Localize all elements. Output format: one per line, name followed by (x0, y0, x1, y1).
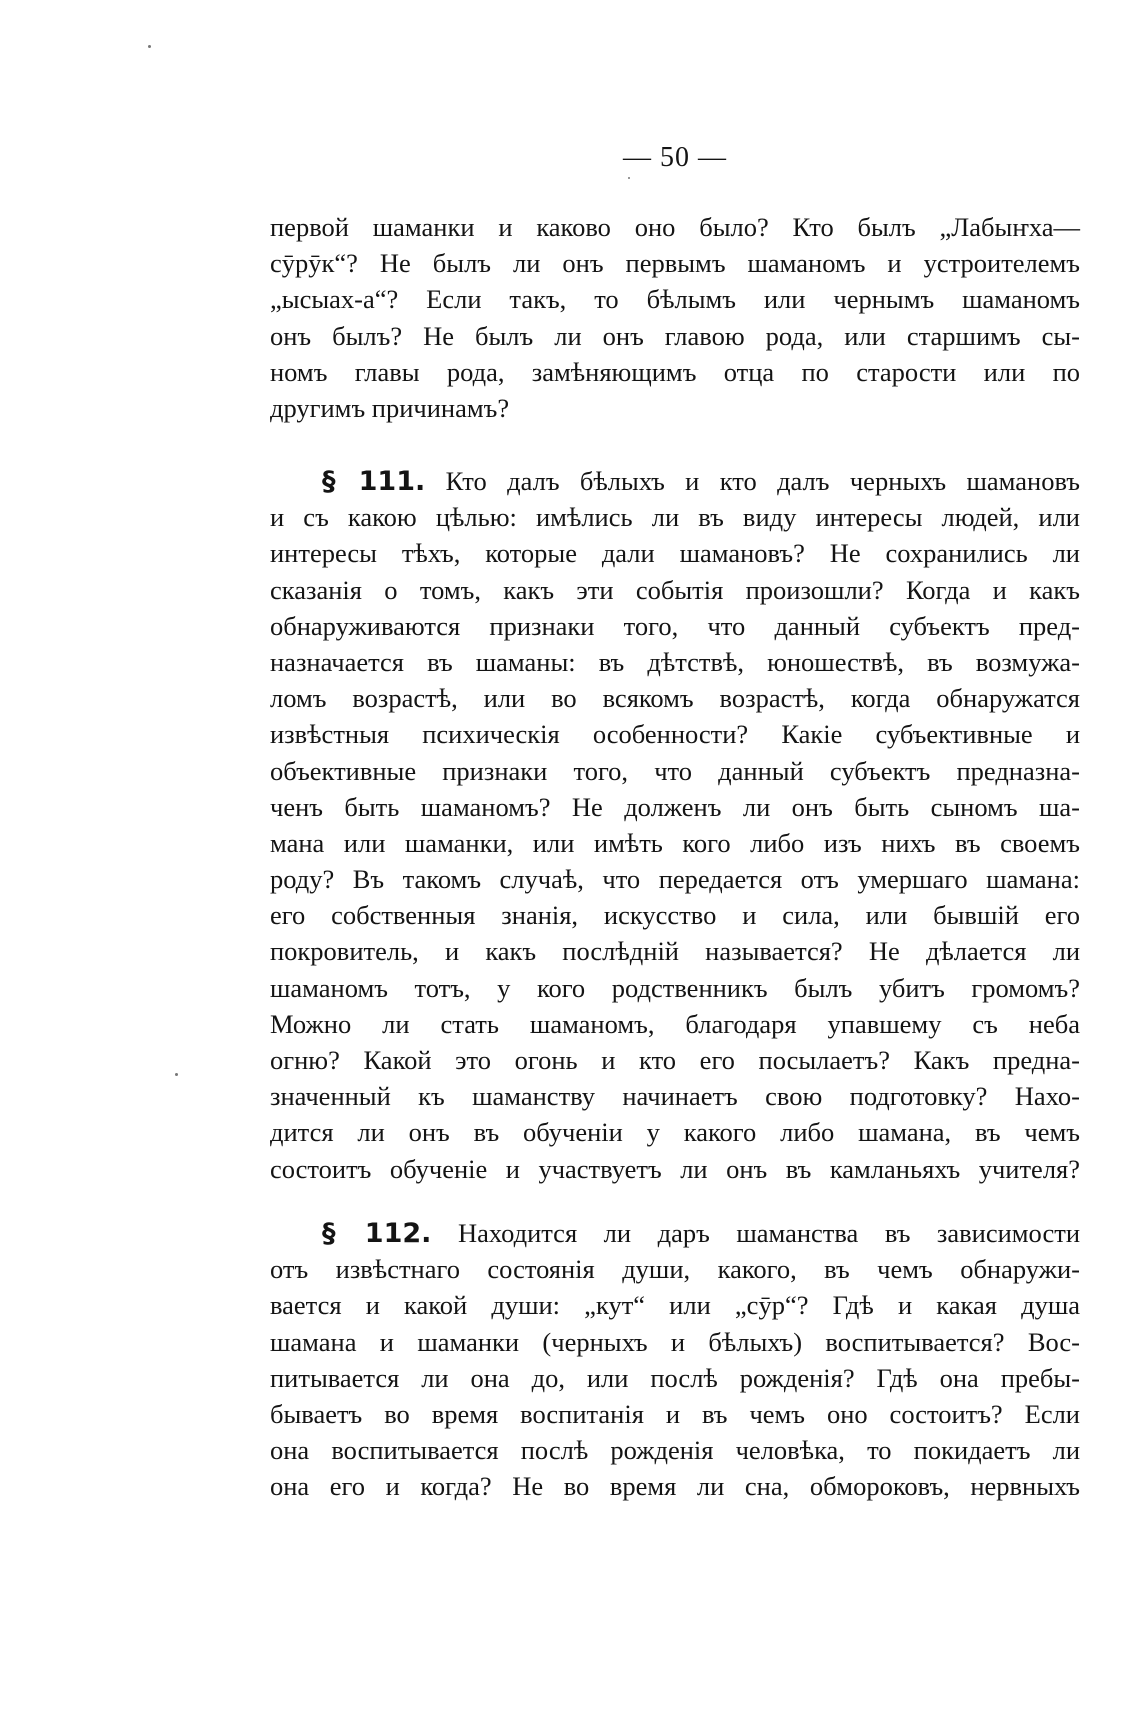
text-line: извѣстныя психическія особенности? Какіе субъективные и (270, 719, 1080, 750)
scan-speck (148, 45, 151, 48)
text-line: Можно ли стать шаманомъ, благодаря упавшему съ неба (270, 1008, 1080, 1039)
text-line: и съ какою цѣлью: имѣлись ли въ виду интересы людей, или (270, 502, 1080, 533)
section-111 (270, 463, 1080, 1187)
section-first-line (270, 463, 1080, 499)
scan-speck (175, 1073, 178, 1076)
text-line: шаманомъ тотъ, у кого родственникъ былъ убитъ громомъ? (270, 972, 1080, 1003)
text-line: покровитель, и какъ послѣдній называется? Не дѣлается ли (270, 936, 1080, 967)
text-line: огню? Какой это огонь и кто его посылаетъ? Какъ предна- (270, 1045, 1080, 1075)
text-line: объективные признаки того, что данный субъектъ предназна- (270, 755, 1080, 786)
section-first-line (270, 1215, 1080, 1251)
text-line: сказанія о томъ, какъ эти событія произошли? Когда и какъ (270, 574, 1080, 605)
text-line: интересы тѣхъ, которые дали шамановъ? Не сохранились ли (270, 538, 1080, 569)
text-line: вается и какой души: „кут“ или „сӯр“? Гдѣ и какая душа (270, 1290, 1080, 1321)
text-line: она его и когда? Не во время ли сна, обмороковъ, нервныхъ (270, 1471, 1080, 1502)
text-line: шамана и шаманки (черныхъ и бѣлыхъ) воспитывается? Вос- (270, 1326, 1080, 1357)
text-line: бываетъ во время воспитанія и въ чемъ оно состоитъ? Если (270, 1398, 1080, 1429)
text-line: ломъ возрастѣ, или во всякомъ возрастѣ, когда обнаружатся (270, 683, 1080, 714)
text-line: номъ главы рода, замѣняющимъ отца по старости или по (270, 356, 1080, 387)
text-line: состоитъ обученіе и участвуетъ ли онъ въ камланьяхъ учителя? (270, 1153, 1080, 1184)
text-line: значенный къ шаманству начинаетъ свою подготовку? Нахо- (270, 1081, 1080, 1112)
page-number: — 50 — (623, 142, 727, 173)
text-line: обнаруживаются признаки того, что данный субъектъ пред- (270, 610, 1080, 641)
text-line: отъ извѣстнаго состоянія души, какого, въ чемъ обнаружи- (270, 1254, 1080, 1285)
text-line: „ысыах-а“? Если такъ, то бѣлымъ или чернымъ шаманомъ (270, 284, 1080, 315)
text-line: Находится ли даръ шаманства въ зависимости (457, 1218, 1080, 1248)
section-mark: § 111. (322, 466, 426, 497)
text-line: мана или шаманки, или имѣть кого либо изъ нихъ въ своемъ (270, 827, 1080, 858)
text-line: другимъ причинамъ? (270, 392, 510, 423)
text-line: сӯрӯк“? Не былъ ли онъ первымъ шаманомъ и устроителемъ (270, 248, 1080, 279)
text-line: питывается ли она до, или послѣ рожденія? Гдѣ она пребы- (270, 1362, 1080, 1393)
text-line: первой шаманки и каково оно было? Кто былъ „Лабыҥха— (270, 212, 1080, 242)
paragraph-continuation (270, 209, 1080, 426)
scan-speck (628, 177, 630, 179)
text-line: роду? Въ такомъ случаѣ, что передается отъ умершаго шамана: (270, 864, 1080, 895)
section-mark: § 112. (322, 1218, 432, 1249)
text-line: онъ былъ? Не былъ ли онъ главою рода, или старшимъ сы- (270, 320, 1080, 351)
text-line: его собственныя знанія, искусство и сила, или бывшій его (270, 900, 1080, 931)
text-line: назначается въ шаманы: въ дѣтствѣ, юношествѣ, въ возмужа- (270, 646, 1080, 677)
text-line: дится ли онъ въ обученіи у какого либо шамана, въ чемъ (270, 1117, 1080, 1148)
section-112 (270, 1215, 1080, 1505)
text-line: она воспитывается послѣ рожденія человѣка, то покидаетъ ли (270, 1435, 1080, 1466)
text-line: Кто далъ бѣлыхъ и кто далъ черныхъ шамановъ (445, 466, 1080, 496)
text-line: ченъ быть шаманомъ? Не долженъ ли онъ быть сыномъ ша- (270, 791, 1080, 822)
